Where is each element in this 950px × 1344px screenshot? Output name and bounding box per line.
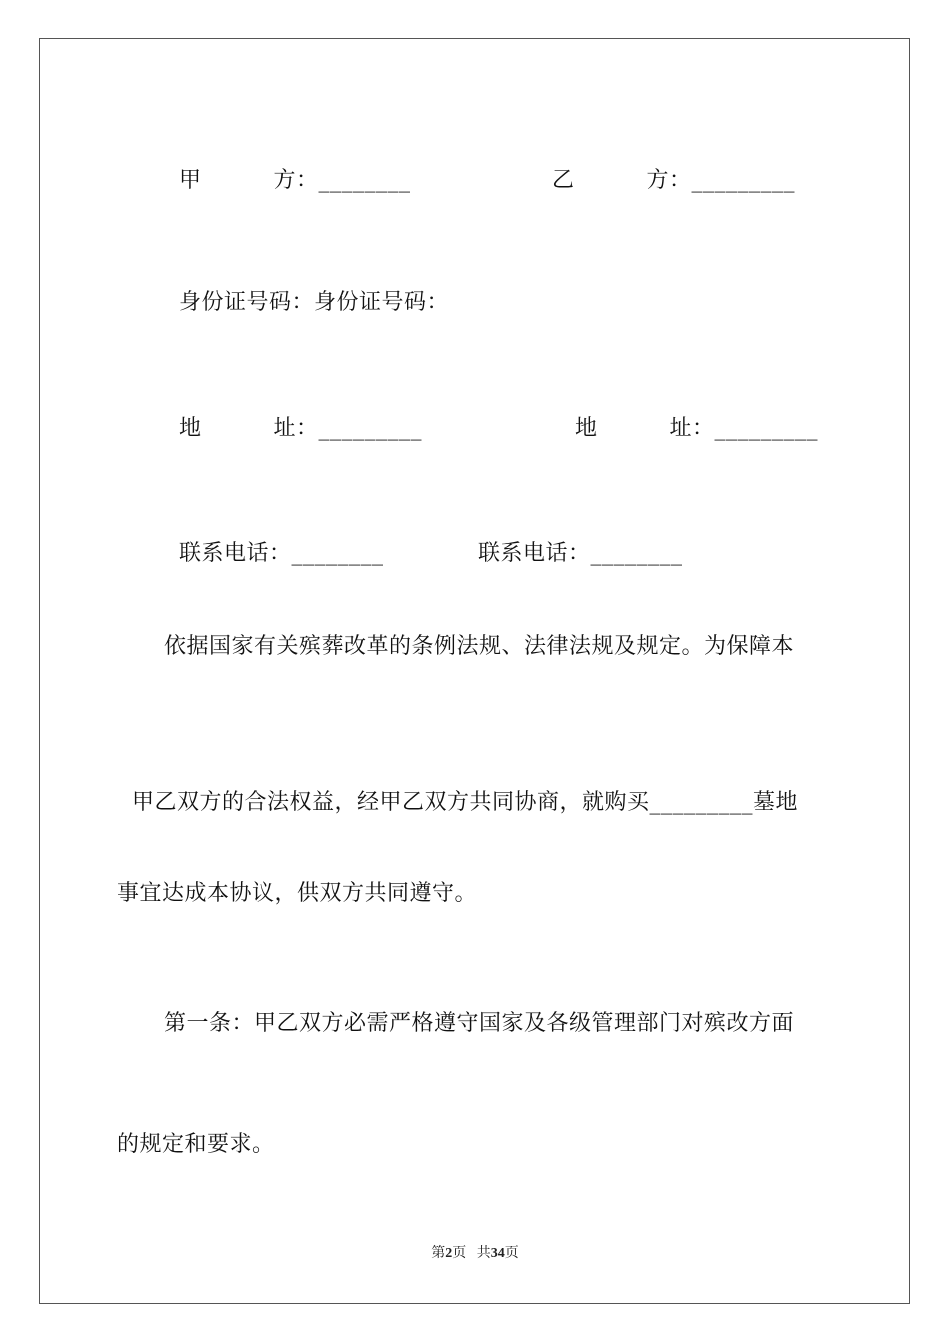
party-a-blank: ________ [318,168,411,193]
footer-total-suffix: 页 [504,1246,519,1261]
paragraph1-line2-post: 墓地 [753,790,799,815]
phone-a-line [164,509,384,569]
footer-page-suffix: 页 [452,1246,467,1261]
party-b-line [537,136,795,196]
paragraph1-line3: 事宜达成本协议，供双方共同遵守。 [117,881,478,906]
address-b-line [560,384,818,444]
phone-a-blank: ________ [291,541,384,566]
party-a-char2: 方： [273,168,319,193]
phone-b-line [463,509,683,569]
footer-total-prefix: 共 [476,1246,491,1261]
address-b-char2: 址： [669,416,715,441]
address-a-char2: 址： [273,416,319,441]
phone-b-blank: ________ [590,541,683,566]
party-a-line [164,136,411,196]
address-a-char1: 地 [179,416,202,441]
phone-b-label: 联系电话： [478,541,591,566]
party-b-blank: _________ [691,168,796,193]
address-a-blank: _________ [318,416,423,441]
paragraph1-line2 [117,758,798,818]
party-a-char1: 甲 [179,168,202,193]
footer-page-number: 2 [445,1246,453,1261]
page-footer [0,1244,950,1264]
article1-line1: 第一条：甲乙双方必需严格遵守国家及各级管理部门对殡改方面 [164,1011,795,1036]
id-label-a: 身份证号码： [179,290,315,315]
page-border [39,38,910,1304]
article1-line2: 的规定和要求。 [117,1132,275,1157]
id-line [164,258,449,318]
id-label-b: 身份证号码： [314,290,450,315]
phone-a-label: 联系电话： [179,541,292,566]
address-b-blank: _________ [714,416,819,441]
purchase-blank: _________ [649,790,754,815]
address-a-line [164,384,422,444]
party-b-char2: 方： [646,168,692,193]
party-b-char1: 乙 [552,168,575,193]
footer-prefix: 第 [431,1246,446,1261]
paragraph1-line2-pre: 甲乙双方的合法权益，经甲乙双方共同协商，就购买 [132,790,650,815]
footer-total-pages: 34 [490,1246,505,1261]
paragraph1-line1: 依据国家有关殡葬改革的条例法规、法律法规及规定。为保障本 [164,634,795,659]
address-b-char1: 地 [575,416,598,441]
